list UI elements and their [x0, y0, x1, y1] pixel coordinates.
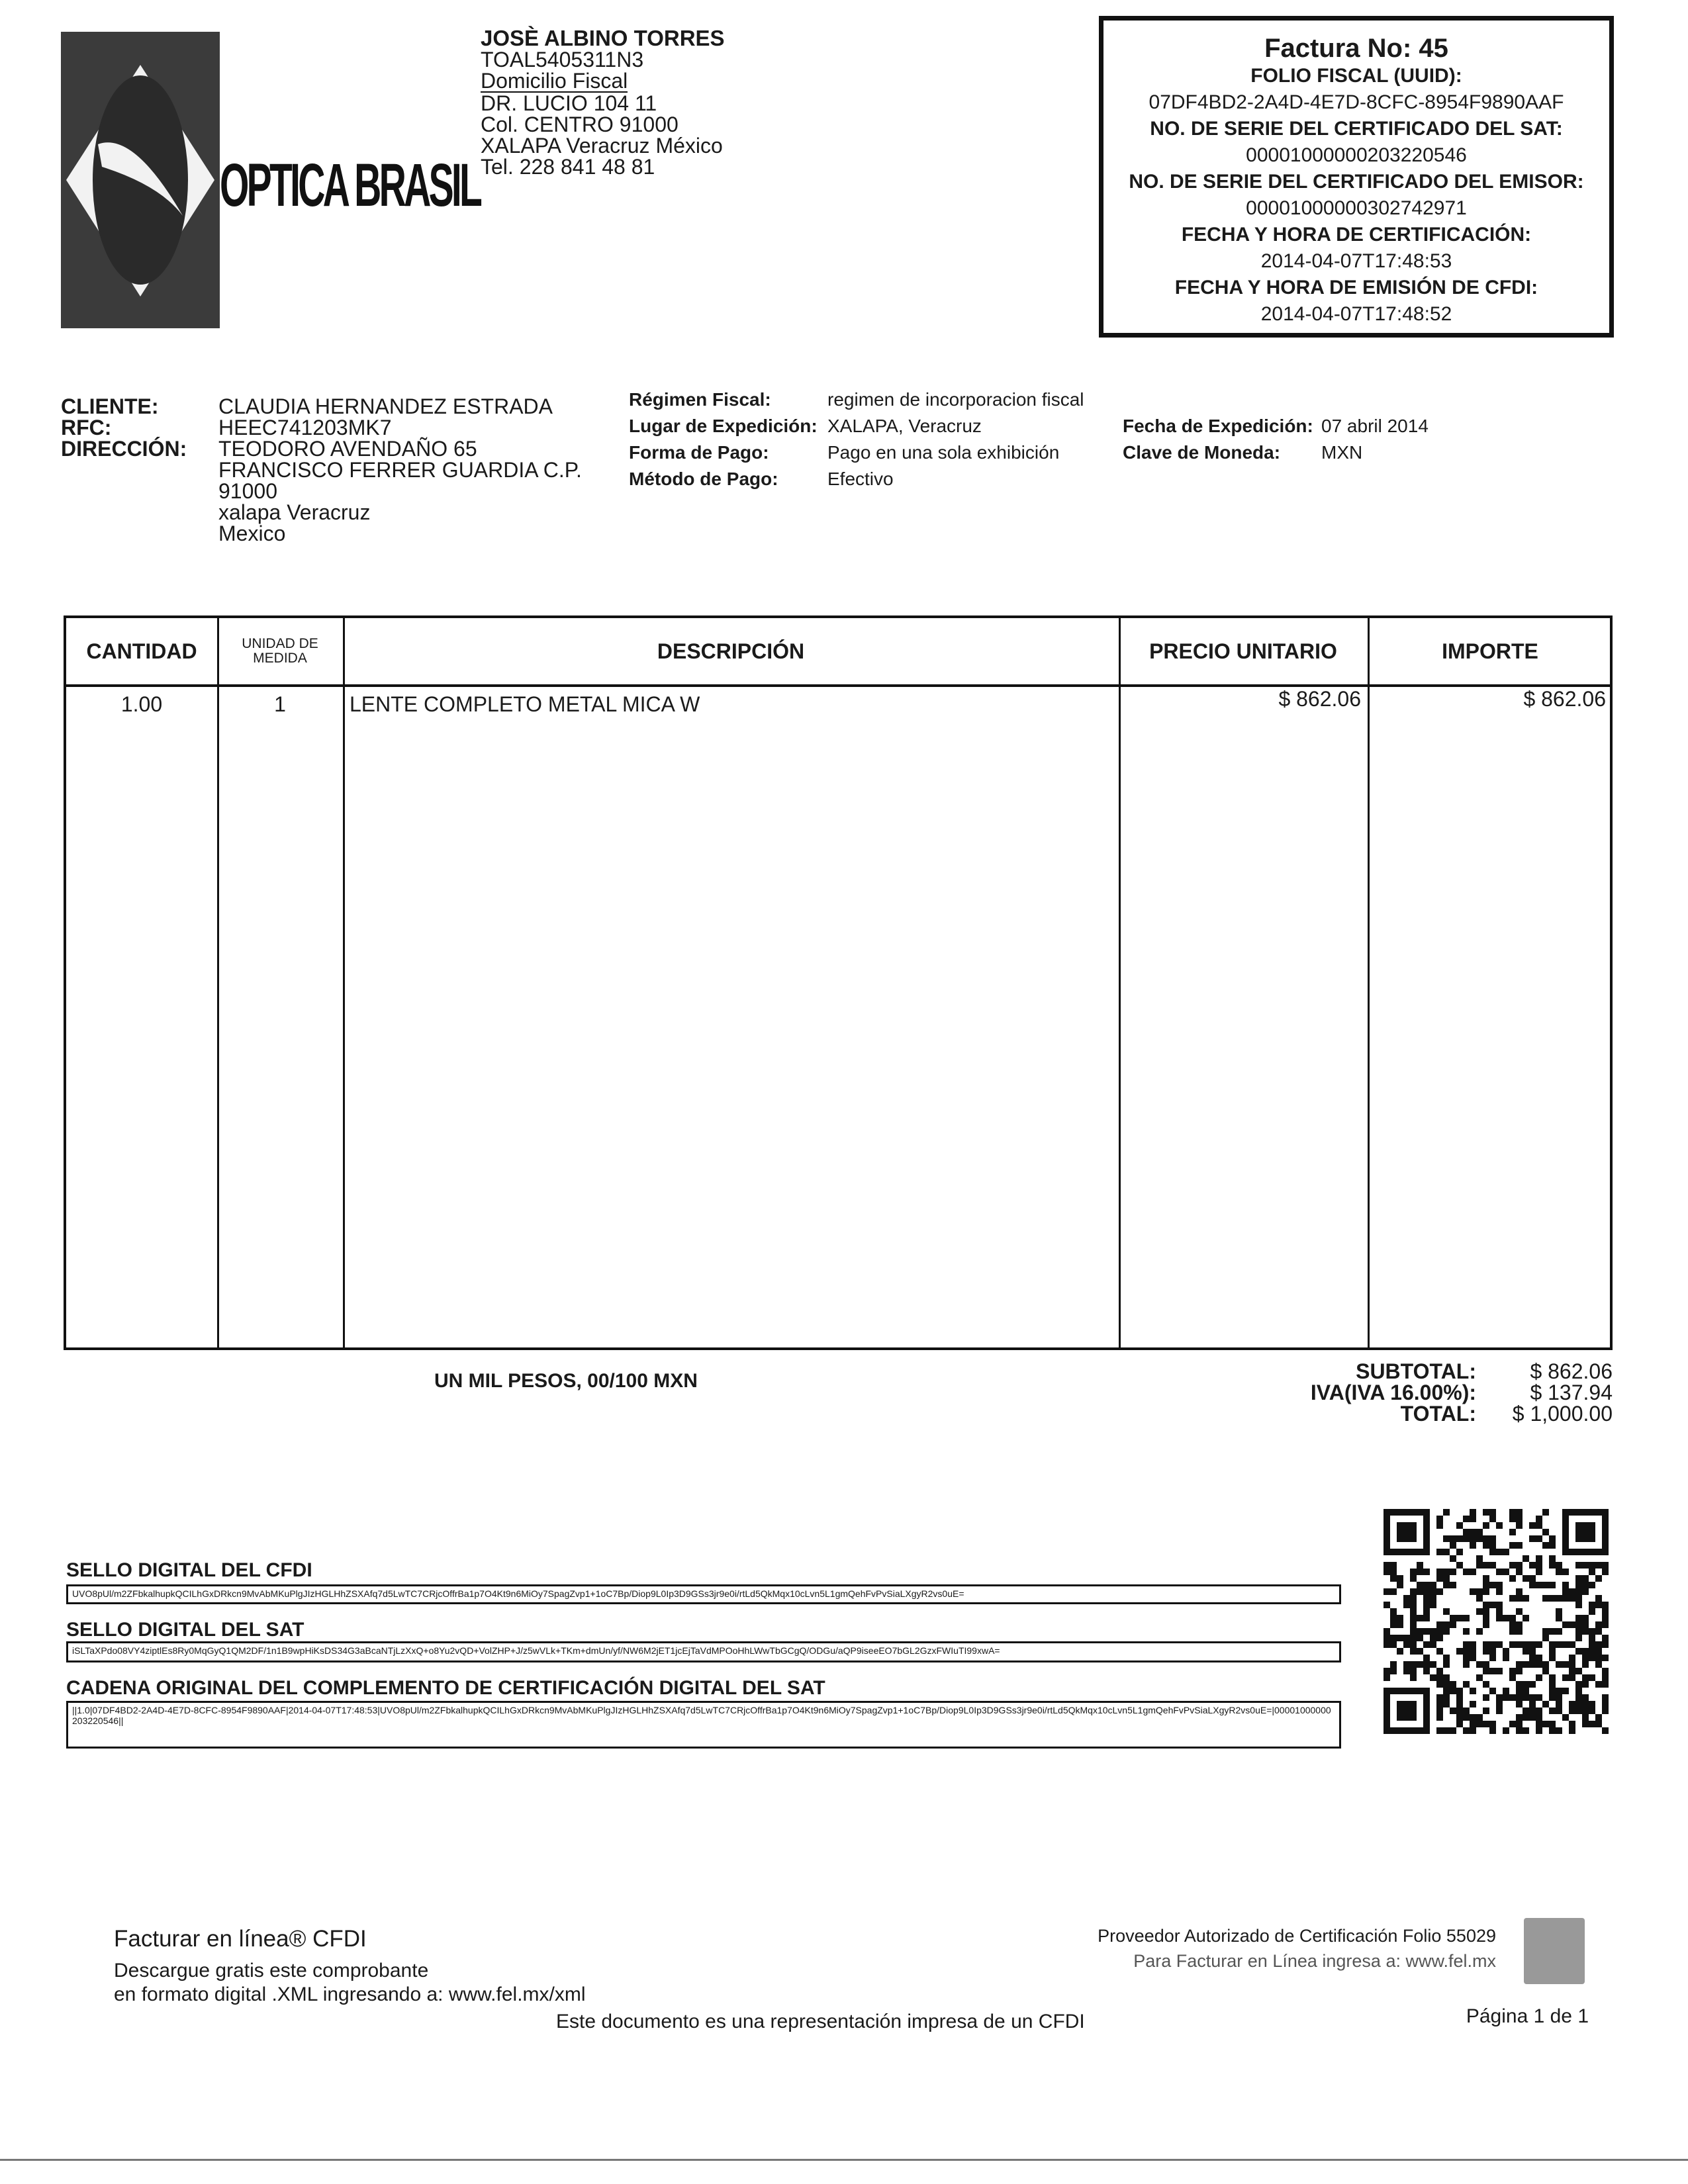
lugar-label: Lugar de Expedición:	[629, 416, 818, 436]
expedition-labels	[1123, 413, 1313, 466]
amount-in-words: UN MIL PESOS, 00/100 MXN	[434, 1370, 698, 1392]
emision-date-label: FECHA Y HORA DE EMISIÓN DE CFDI:	[1174, 277, 1538, 298]
header-precio: PRECIO UNITARIO	[1149, 639, 1337, 663]
uuid-label: FOLIO FISCAL (UUID):	[1250, 65, 1462, 87]
issuer-phone: Tel. 228 841 48 81	[481, 155, 655, 179]
client-addr3: 91000	[218, 479, 277, 503]
cert-date-label: FECHA Y HORA DE CERTIFICACIÓN:	[1181, 224, 1532, 246]
cadena-box: ||1.0|07DF4BD2-2A4D-4E7D-8CFC-8954F9890AAF|2014-04-07T17:48:53|UVO8pUl/m2ZFbkalhupkQCILhGxDRkcn9MvAbMKuPlgJIzHGLHhZSXAfq7d5LwTC7CRjcOffrBa1p7O4Kt9n6MiOy7SpagZvp1+1oC7Bp/Diop9L0Ip3D9GSs3jr9e0i/rtLd5QkMqx10cLvn5L1gmQehFvPvSiaLXgyR2vs0uE=|00001000000203220546||	[66, 1701, 1341, 1749]
cadena-title: CADENA ORIGINAL DEL COMPLEMENTO DE CERTIFICACIÓN DIGITAL DEL SAT	[66, 1677, 825, 1699]
totals-labels	[1278, 1361, 1476, 1424]
fecha-value: 07 abril 2014	[1321, 416, 1429, 436]
invoice-number: Factura No: 45	[1264, 34, 1448, 63]
issuer-name: JOSÈ ALBINO TORRES	[481, 26, 725, 50]
fiscal-labels	[629, 387, 818, 492]
domicilio-label: Domicilio Fiscal	[481, 69, 628, 93]
qr-code	[1383, 1509, 1609, 1734]
moneda-value: MXN	[1321, 442, 1363, 463]
cfdi-representation-note: Este documento es una representación impresa de un CFDI	[556, 2011, 1085, 2032]
header-descripcion: DESCRIPCIÓN	[657, 639, 805, 663]
column-divider	[217, 618, 219, 1347]
sat-cert-label: NO. DE SERIE DEL CERTIFICADO DEL SAT:	[1150, 118, 1563, 140]
cfdi-seal-box: UVO8pUl/m2ZFbkalhupkQCILhGxDRkcn9MvAbMKuPlgJIzHGLHhZSXAfq7d5LwTC7CRjcOffrBa1p7O4Kt9n6MiOy7SpagZvp1+1oC7Bp/Diop9L0Ip3D9GSs3jr9e0i/rtLd5QkMqx10cLvn5L1gmQehFvPvSiaLXgyR2vs0uE=	[66, 1584, 1341, 1604]
qr-code-icon	[1383, 1509, 1609, 1734]
metodo-label: Método de Pago:	[629, 469, 778, 489]
column-divider	[1119, 618, 1121, 1347]
lugar-value: XALAPA, Veracruz	[827, 416, 982, 436]
row-unidad: 1	[274, 692, 286, 716]
client-labels	[61, 396, 187, 459]
folio-box	[1099, 16, 1614, 338]
regimen-value: regimen de incorporacion fiscal	[827, 389, 1084, 410]
total-label: TOTAL:	[1400, 1402, 1476, 1426]
issuer-city: XALAPA Veracruz México	[481, 134, 723, 158]
client-values	[218, 396, 582, 544]
total-value: $ 1,000.00	[1512, 1402, 1613, 1426]
row-descripcion: LENTE COMPLETO METAL MICA W	[350, 692, 700, 716]
issuer-block	[481, 28, 725, 177]
column-divider	[343, 618, 345, 1347]
sat-seal-box: iSLTaXPdo08VY4ziptlEs8Ry0MqGyQ1QM2DF/1n1B9wpHiKsDS34G3aBcaNTjLzXxQ+o8Yu2vQD+VolZHP+J/z5wVLk+TKm+dmUn/yf/NW6M2jET1jcEjTaVdMPOoHhLWwTbGCgQ/ODGu/aQP9iseeEO7bGL2GzxFWIuTI99xwA=	[66, 1641, 1341, 1662]
pac-info	[1059, 1923, 1496, 1974]
client-rfc: HEEC741203MK7	[218, 416, 392, 439]
forma-label: Forma de Pago:	[629, 442, 769, 463]
company-logo-text: OPTICA BRASIL	[220, 152, 481, 219]
client-addr1: TEODORO AVENDAÑO 65	[218, 437, 477, 461]
fiscal-values	[827, 387, 1084, 492]
sat-seal-title: SELLO DIGITAL DEL SAT	[66, 1619, 305, 1641]
metodo-value: Efectivo	[827, 469, 894, 489]
header-cantidad: CANTIDAD	[86, 639, 197, 663]
footer-download-info	[114, 1959, 586, 2007]
cert-date-value: 2014-04-07T17:48:53	[1260, 250, 1452, 272]
rfc-label: RFC:	[61, 416, 112, 439]
moneda-label: Clave de Moneda:	[1123, 442, 1281, 463]
regimen-label: Régimen Fiscal:	[629, 389, 771, 410]
client-addr5: Mexico	[218, 522, 286, 545]
subtotal-value: $ 862.06	[1530, 1359, 1613, 1383]
iva-value: $ 137.94	[1530, 1381, 1613, 1404]
items-table	[64, 615, 1613, 1350]
page-number: Página 1 de 1	[1466, 2005, 1589, 2027]
fecha-label: Fecha de Expedición:	[1123, 416, 1313, 436]
pac-line2: Para Facturar en Línea ingresa a: www.fel.mx	[1133, 1951, 1496, 1971]
cfdi-seal-title: SELLO DIGITAL DEL CFDI	[66, 1559, 312, 1581]
emisor-cert-value: 00001000000302742971	[1246, 197, 1467, 219]
cliente-label: CLIENTE:	[61, 394, 159, 418]
subtotal-label: SUBTOTAL:	[1356, 1359, 1476, 1383]
row-cantidad: 1.00	[120, 692, 163, 716]
issuer-street: DR. LUCIO 104 11	[481, 91, 657, 115]
forma-value: Pago en una sola exhibición	[827, 442, 1060, 463]
totals-values	[1489, 1361, 1613, 1424]
logo-emblem-icon	[61, 32, 220, 328]
emisor-cert-label: NO. DE SERIE DEL CERTIFICADO DEL EMISOR:	[1129, 171, 1584, 193]
expedition-values	[1321, 413, 1429, 466]
pac-seal-icon	[1524, 1918, 1585, 1984]
iva-label: IVA(IVA 16.00%):	[1310, 1381, 1476, 1404]
issuer-rfc: TOAL5405311N3	[481, 48, 644, 71]
bottom-rule	[0, 2159, 1688, 2161]
emision-date-value: 2014-04-07T17:48:52	[1260, 303, 1452, 325]
company-logo	[61, 32, 220, 328]
footer-brand: Facturar en línea® CFDI	[114, 1926, 367, 1952]
pac-line1: Proveedor Autorizado de Certificación Folio 55029	[1098, 1926, 1496, 1946]
client-addr4: xalapa Veracruz	[218, 500, 371, 524]
header-importe: IMPORTE	[1442, 639, 1538, 663]
uuid-value: 07DF4BD2-2A4D-4E7D-8CFC-8954F9890AAF	[1149, 91, 1564, 113]
row-importe: $ 862.06	[1523, 687, 1606, 711]
sat-cert-value: 00001000000203220546	[1246, 144, 1467, 166]
client-name: CLAUDIA HERNANDEZ ESTRADA	[218, 394, 553, 418]
direccion-label: DIRECCIÓN:	[61, 437, 187, 461]
row-precio: $ 862.06	[1278, 687, 1361, 711]
header-unidad: UNIDAD DE MEDIDA	[242, 636, 318, 666]
client-addr2: FRANCISCO FERRER GUARDIA C.P.	[218, 458, 582, 482]
footer-line1: Descargue gratis este comprobante	[114, 1960, 429, 1981]
issuer-colonia: Col. CENTRO 91000	[481, 113, 679, 136]
column-divider	[1368, 618, 1370, 1347]
footer-line2: en formato digital .XML ingresando a: www.fel.mx/xml	[114, 1983, 586, 2005]
